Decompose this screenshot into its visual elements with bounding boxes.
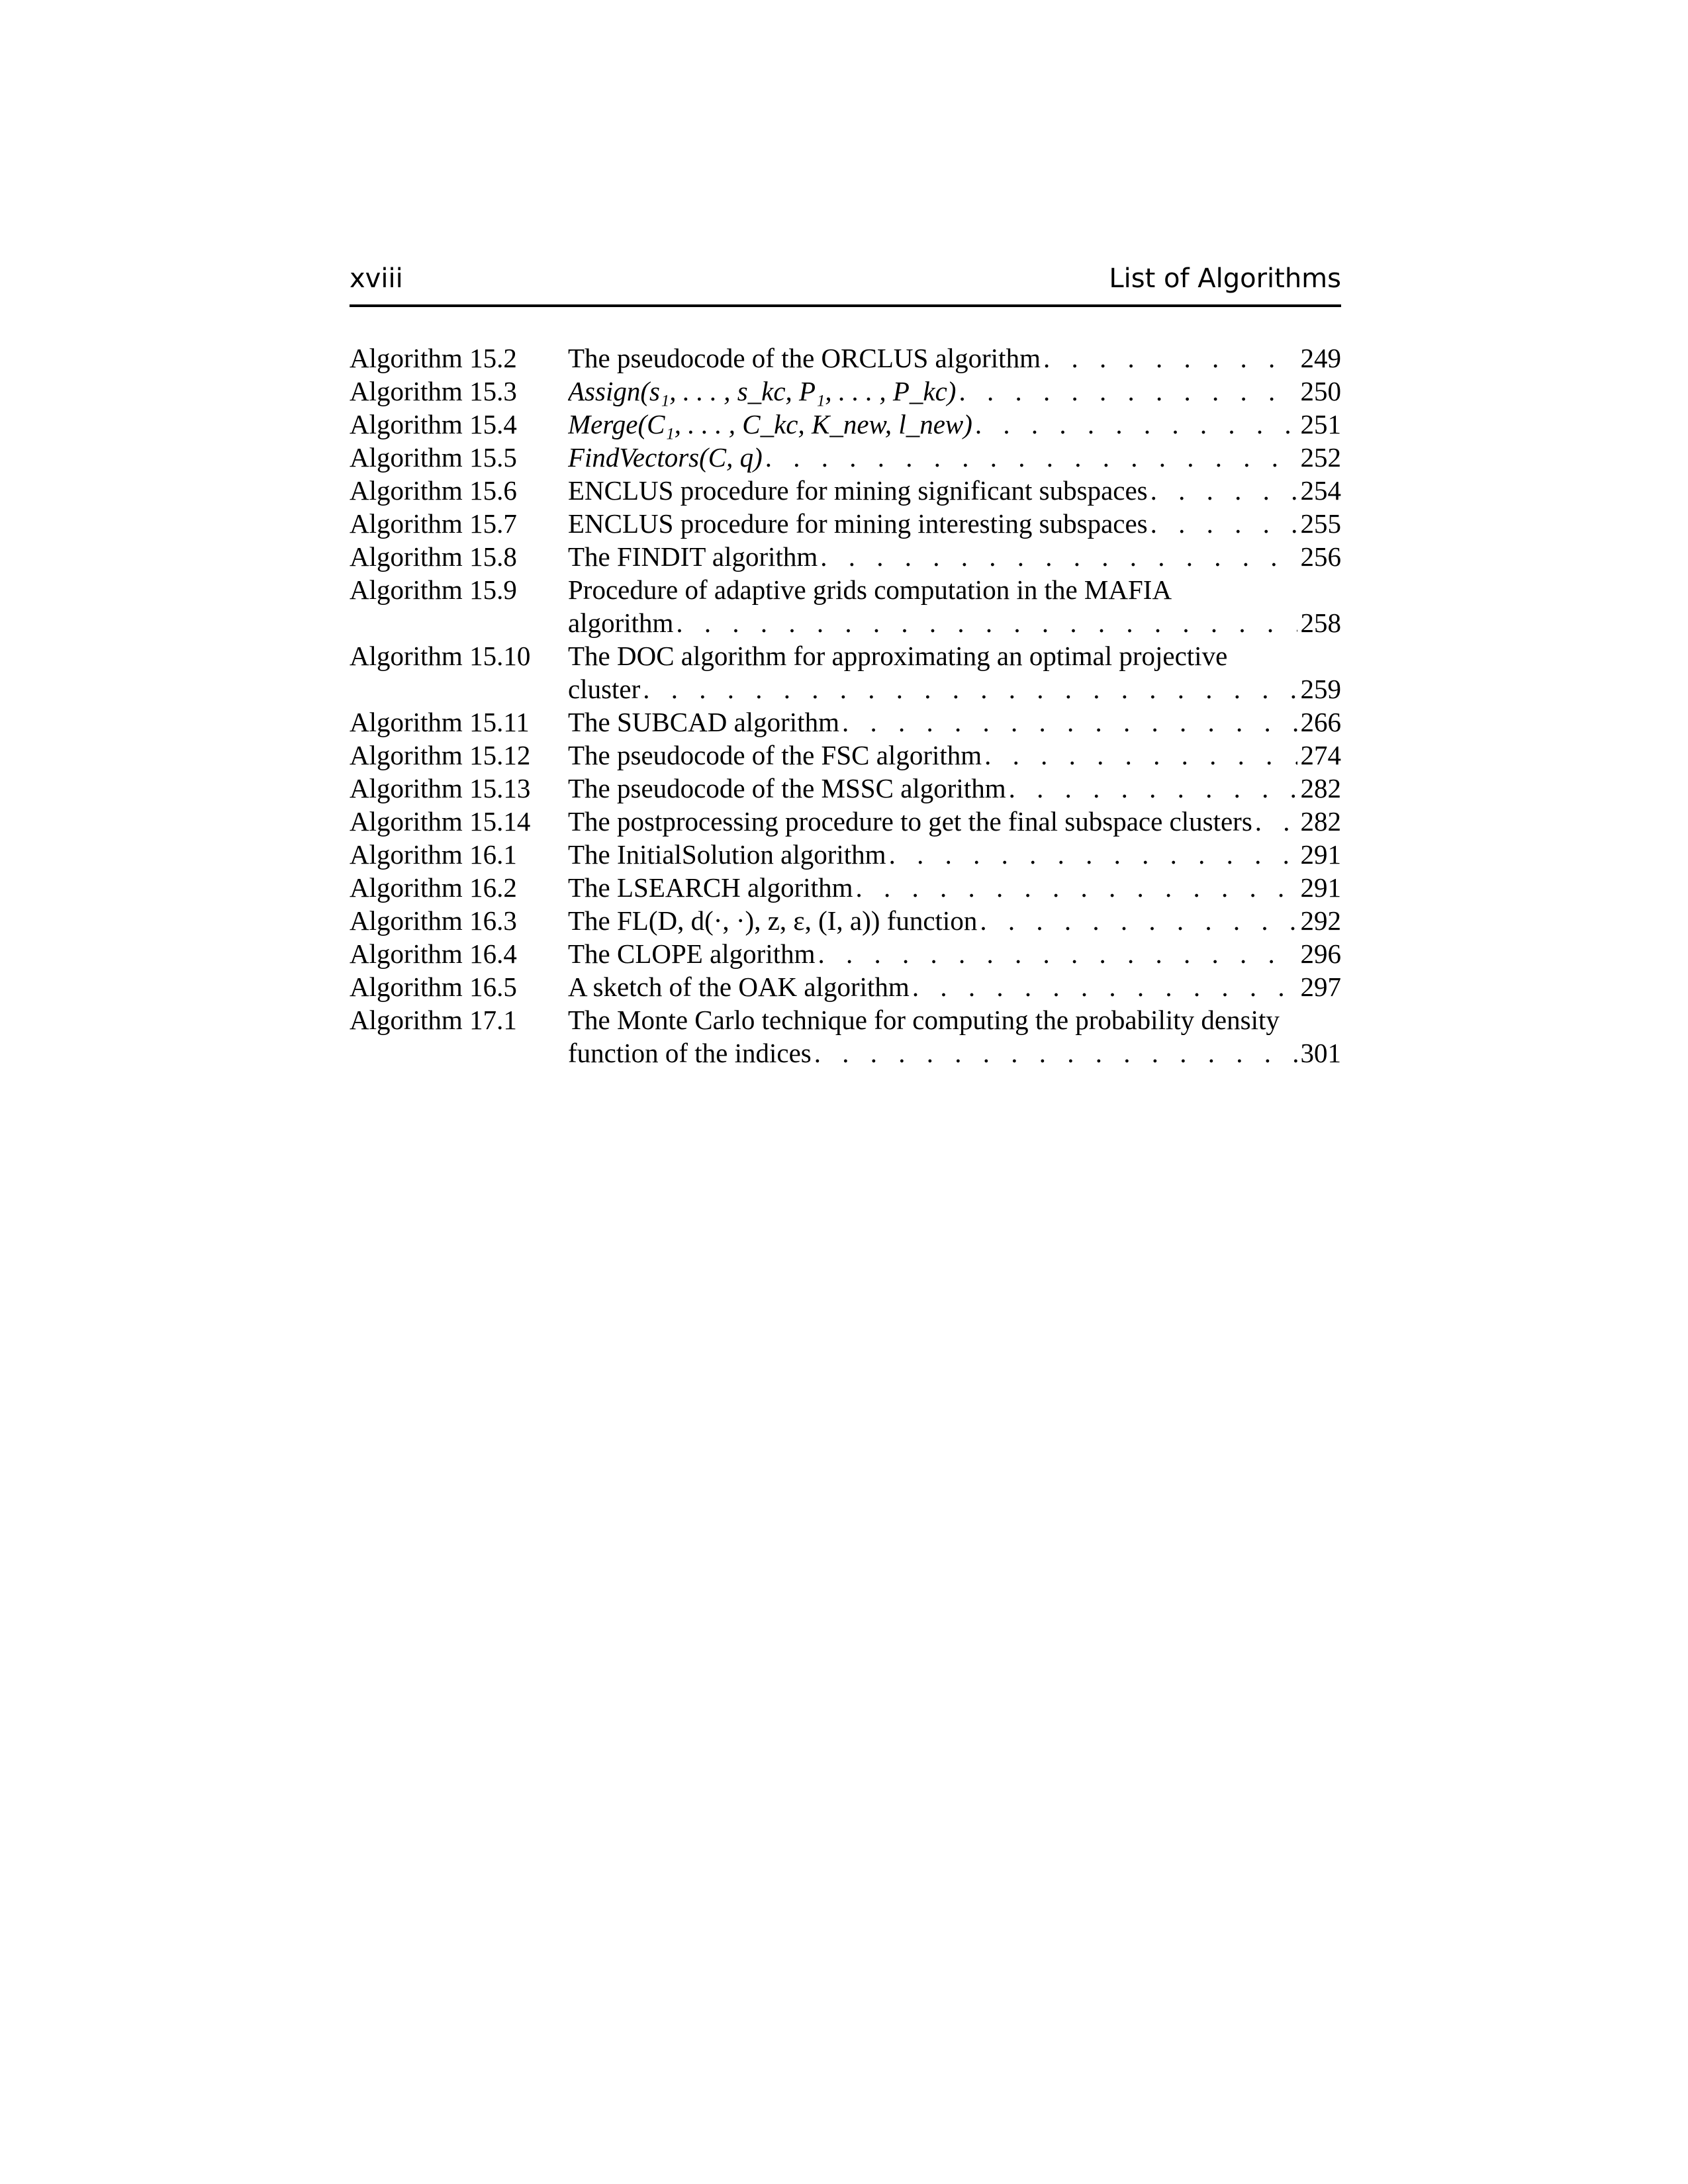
description-line — [568, 970, 1341, 1003]
page-reference[interactable]: 291 — [1300, 872, 1341, 903]
algorithm-description — [568, 937, 1341, 970]
algorithm-number: Algorithm 15.7 — [350, 508, 517, 539]
page-reference[interactable]: 255 — [1300, 508, 1341, 539]
description-text: The CLOPE algorithm — [568, 938, 816, 969]
algorithm-description — [568, 507, 1341, 540]
dot-leader — [959, 375, 1297, 408]
page-reference[interactable]: 297 — [1300, 972, 1341, 1002]
description-line — [568, 937, 1341, 970]
algorithm-number: Algorithm 17.1 — [350, 1005, 517, 1035]
description-line — [568, 474, 1341, 507]
description-line — [568, 639, 1341, 672]
description-line — [568, 573, 1341, 606]
algorithm-number: Algorithm 15.8 — [350, 541, 517, 572]
page-reference[interactable]: 292 — [1300, 905, 1341, 936]
algorithm-description — [568, 871, 1341, 904]
algorithm-description — [568, 408, 1341, 441]
running-title: List of Algorithms — [1109, 263, 1341, 294]
description-text: The pseudocode of the ORCLUS algorithm — [568, 343, 1041, 373]
description-line — [568, 540, 1341, 573]
dot-leader — [820, 540, 1297, 573]
description-text: The pseudocode of the FSC algorithm — [568, 740, 982, 770]
description-text: ENCLUS procedure for mining significant subspaces — [568, 475, 1148, 506]
description-text: The InitialSolution algorithm — [568, 839, 886, 870]
toc-entry[interactable] — [350, 772, 1341, 805]
description-line — [568, 739, 1341, 772]
algorithm-description — [568, 904, 1341, 937]
page-reference[interactable]: 282 — [1300, 773, 1341, 803]
description-line — [568, 441, 1341, 474]
dot-leader — [1009, 772, 1297, 805]
algorithm-number: Algorithm 15.6 — [350, 475, 517, 506]
description-text: The SUBCAD algorithm — [568, 707, 839, 737]
description-line — [568, 838, 1341, 871]
description-line — [568, 507, 1341, 540]
list-of-algorithms — [350, 341, 1341, 1069]
algorithm-number: Algorithm 15.13 — [350, 773, 531, 803]
description-line — [568, 772, 1341, 805]
toc-entry[interactable] — [350, 375, 1341, 408]
page-reference[interactable]: 256 — [1300, 541, 1341, 572]
toc-entry[interactable] — [350, 639, 1341, 705]
toc-entry[interactable] — [350, 871, 1341, 904]
dot-leader — [818, 937, 1297, 970]
dot-leader — [1043, 341, 1297, 375]
description-text: ENCLUS procedure for mining interesting subspaces — [568, 508, 1148, 539]
dot-leader — [676, 606, 1297, 639]
dot-leader — [643, 672, 1297, 705]
algorithm-description — [568, 805, 1341, 838]
algorithm-description — [568, 772, 1341, 805]
algorithm-number: Algorithm 15.14 — [350, 806, 531, 837]
page-reference[interactable]: 254 — [1300, 475, 1341, 506]
algorithm-number: Algorithm 15.3 — [350, 376, 517, 406]
description-line — [568, 1003, 1341, 1036]
page-reference[interactable]: 296 — [1300, 938, 1341, 969]
toc-entry[interactable] — [350, 408, 1341, 441]
description-line — [568, 672, 1341, 705]
algorithm-number: Algorithm 15.11 — [350, 707, 530, 737]
dot-leader — [984, 739, 1297, 772]
description-text: Assign(s₁, . . . , s_kc, P₁, . . . , P_kc) — [568, 376, 957, 406]
page-reference[interactable]: 274 — [1300, 740, 1341, 770]
page-reference[interactable]: 249 — [1300, 343, 1341, 373]
description-text: FindVectors(C, q) — [568, 442, 763, 473]
page-reference[interactable]: 282 — [1300, 806, 1341, 837]
algorithm-number: Algorithm 15.10 — [350, 641, 531, 671]
dot-leader — [1255, 805, 1297, 838]
dot-leader — [980, 904, 1297, 937]
algorithm-number: Algorithm 16.5 — [350, 972, 517, 1002]
page-reference[interactable]: 251 — [1300, 409, 1341, 439]
toc-entry[interactable] — [350, 507, 1341, 540]
description-line — [568, 408, 1341, 441]
description-text: The postprocessing procedure to get the final subspace clusters — [568, 806, 1252, 837]
dot-leader — [842, 705, 1297, 739]
toc-entry[interactable] — [350, 1003, 1341, 1069]
algorithm-number: Algorithm 15.9 — [350, 574, 517, 605]
algorithm-number: Algorithm 15.2 — [350, 343, 517, 373]
algorithm-description — [568, 375, 1341, 408]
algorithm-description — [568, 705, 1341, 739]
toc-entry[interactable] — [350, 904, 1341, 937]
page-reference[interactable]: 266 — [1300, 707, 1341, 737]
algorithm-number: Algorithm 15.12 — [350, 740, 531, 770]
description-line — [568, 805, 1341, 838]
page-number: xviii — [350, 263, 403, 294]
page-reference[interactable]: 252 — [1300, 442, 1341, 473]
dot-leader — [975, 408, 1297, 441]
description-text: The pseudocode of the MSSC algorithm — [568, 773, 1006, 803]
page-reference[interactable]: 258 — [1300, 608, 1341, 638]
description-text: function of the indices — [568, 1038, 812, 1068]
dot-leader — [912, 970, 1297, 1003]
dot-leader — [765, 441, 1297, 474]
algorithm-description — [568, 474, 1341, 507]
description-line — [568, 606, 1341, 639]
description-text: Procedure of adaptive grids computation in the MAFIA — [568, 574, 1172, 605]
description-text: The FL(D, d(·, ·), z, ε, (I, a)) function — [568, 905, 978, 936]
algorithm-number: Algorithm 15.4 — [350, 409, 517, 439]
toc-entry[interactable] — [350, 739, 1341, 772]
algorithm-description — [568, 573, 1341, 639]
description-text: The DOC algorithm for approximating an optimal projective — [568, 641, 1228, 671]
description-text: algorithm — [568, 608, 674, 638]
dot-leader — [1150, 507, 1297, 540]
algorithm-description — [568, 540, 1341, 573]
toc-entry[interactable] — [350, 970, 1341, 1003]
dot-leader — [889, 838, 1297, 871]
description-line — [568, 375, 1341, 408]
algorithm-number: Algorithm 16.1 — [350, 839, 517, 870]
description-line — [568, 871, 1341, 904]
page-reference[interactable]: 259 — [1300, 674, 1341, 704]
description-text: Merge(C₁, . . . , C_kc, K_new, l_new) — [568, 409, 972, 439]
description-text: A sketch of the OAK algorithm — [568, 972, 910, 1002]
algorithm-description — [568, 970, 1341, 1003]
page-reference[interactable]: 250 — [1300, 376, 1341, 406]
algorithm-description — [568, 639, 1341, 705]
algorithm-number: Algorithm 15.5 — [350, 442, 517, 473]
algorithm-description — [568, 1003, 1341, 1069]
page-reference[interactable]: 301 — [1300, 1038, 1341, 1068]
description-line — [568, 341, 1341, 375]
toc-entry[interactable] — [350, 805, 1341, 838]
page-header — [350, 259, 1341, 307]
algorithm-description — [568, 739, 1341, 772]
description-text: The LSEARCH algorithm — [568, 872, 853, 903]
algorithm-description — [568, 441, 1341, 474]
description-line — [568, 904, 1341, 937]
description-line — [568, 705, 1341, 739]
dot-leader — [1150, 474, 1297, 507]
description-line — [568, 1036, 1341, 1069]
toc-entry[interactable] — [350, 573, 1341, 639]
algorithm-number: Algorithm 16.2 — [350, 872, 517, 903]
description-text: The FINDIT algorithm — [568, 541, 818, 572]
toc-entry[interactable] — [350, 441, 1341, 474]
page-reference[interactable]: 291 — [1300, 839, 1341, 870]
algorithm-number: Algorithm 16.4 — [350, 938, 517, 969]
algorithm-description — [568, 341, 1341, 375]
toc-entry[interactable] — [350, 341, 1341, 375]
description-text: The Monte Carlo technique for computing the probability density — [568, 1005, 1280, 1035]
toc-entry[interactable] — [350, 838, 1341, 871]
toc-entry[interactable] — [350, 937, 1341, 970]
algorithm-number: Algorithm 16.3 — [350, 905, 517, 936]
toc-entry[interactable] — [350, 540, 1341, 573]
toc-entry[interactable] — [350, 705, 1341, 739]
algorithm-description — [568, 838, 1341, 871]
dot-leader — [855, 871, 1297, 904]
toc-entry[interactable] — [350, 474, 1341, 507]
dot-leader — [814, 1036, 1297, 1069]
description-text: cluster — [568, 674, 641, 704]
